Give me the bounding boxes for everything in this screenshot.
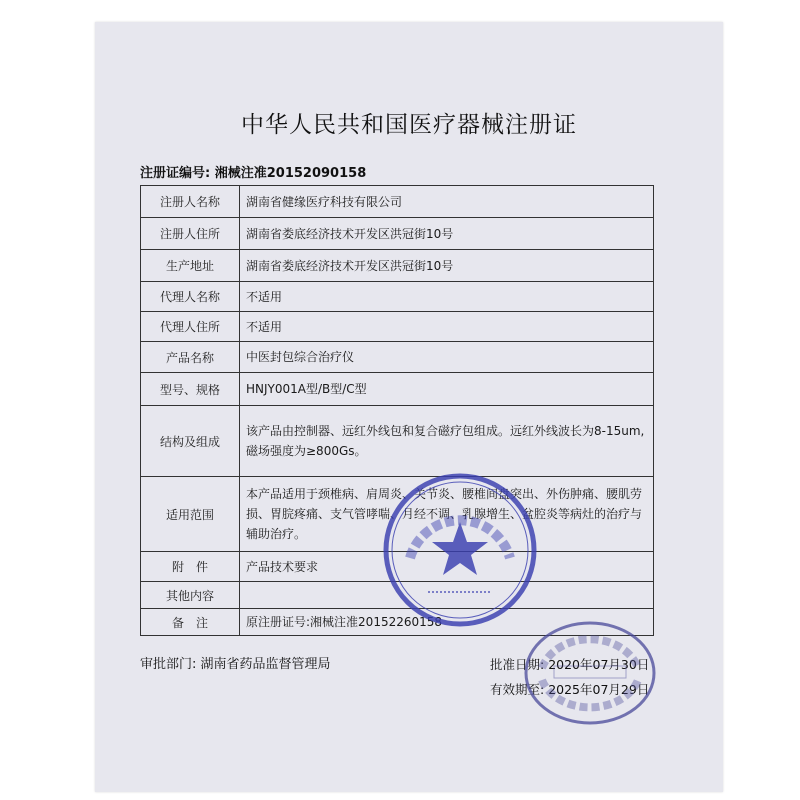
table-row [141, 250, 654, 282]
row-label: 结构及组成 [141, 406, 240, 477]
row-label: 生产地址 [141, 250, 240, 282]
table-row [141, 282, 654, 312]
registration-number-label: 注册证编号: [140, 166, 211, 181]
row-value: HNJY001A型/B型/C型 [240, 373, 654, 406]
row-value: 不适用 [240, 312, 654, 342]
valid-date: 2025年07月29日 [548, 682, 650, 697]
company-seal-icon [380, 470, 540, 630]
row-label: 适用范围 [141, 477, 240, 552]
approve-date-label: 批准日期: [490, 657, 545, 672]
row-value: 不适用 [240, 282, 654, 312]
row-label: 备 注 [141, 609, 240, 636]
valid-date-label: 有效期至: [490, 682, 545, 697]
row-label: 代理人名称 [141, 282, 240, 312]
registration-number: 湘械注准20152090158 [214, 166, 367, 181]
row-value: 本产品适用于颈椎病、肩周炎、关节炎、腰椎间盘突出、外伤肿痛、腰肌劳损、胃脘疼痛、支气管哮喘、月经不调、乳腺增生、盆腔炎等病灶的治疗与辅助治疗。 [240, 477, 654, 552]
approve-date: 2020年07月30日 [548, 657, 650, 672]
row-label: 其他内容 [141, 582, 240, 609]
row-label: 代理人住所 [141, 312, 240, 342]
row-value: 湖南省娄底经济技术开发区洪冠街10号 [240, 218, 654, 250]
company-seal-star [432, 522, 488, 575]
row-label: 附 件 [141, 552, 240, 582]
row-label: 注册人住所 [141, 218, 240, 250]
row-label: 产品名称 [141, 342, 240, 373]
row-value: 湖南省健缘医疗科技有限公司 [240, 186, 654, 218]
authority-seal-icon [520, 618, 660, 728]
row-value: 中医封包综合治疗仪 [240, 342, 654, 373]
row-value: 原注册证号:湘械注准20152260158 [240, 609, 654, 636]
registration-number-line [140, 162, 366, 181]
row-label: 型号、规格 [141, 373, 240, 406]
table-row [141, 312, 654, 342]
certificate-title: 中华人民共和国医疗器械注册证 [241, 112, 577, 138]
approver-line [140, 653, 331, 672]
row-value: 产品技术要求 [240, 552, 654, 582]
table-row [141, 373, 654, 406]
table-row [141, 406, 654, 477]
table-row [141, 186, 654, 218]
table-row [141, 342, 654, 373]
row-value: 湖南省娄底经济技术开发区洪冠街10号 [240, 250, 654, 282]
approver-label: 审批部门: [140, 657, 197, 672]
table-row [141, 218, 654, 250]
approver-name: 湖南省药品监督管理局 [200, 657, 331, 672]
row-value: 该产品由控制器、远红外线包和复合磁疗包组成。远红外线波长为8-15um, 磁场强度为≥800Gs。 [240, 406, 654, 477]
row-label: 注册人名称 [141, 186, 240, 218]
authority-seal-ring [526, 623, 654, 723]
